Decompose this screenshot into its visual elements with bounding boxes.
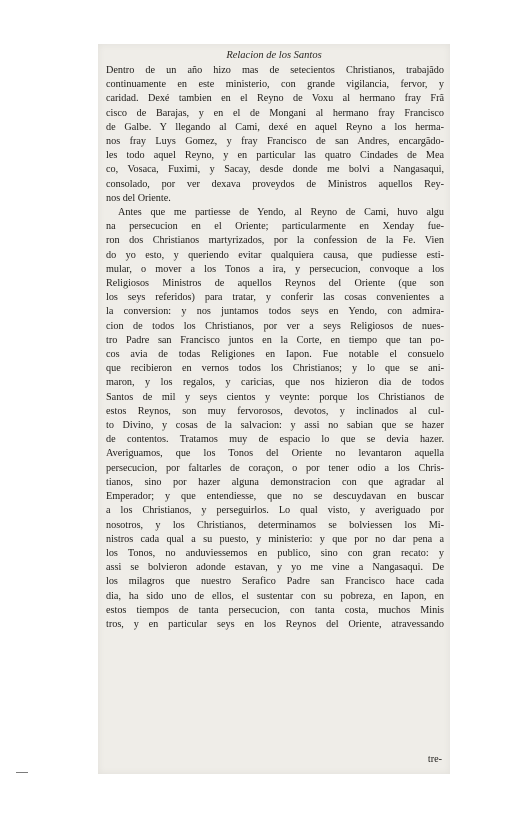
text-line: estos Reynos, son muy fervorosos, devotos, y inclinados al cul- [106,405,444,417]
text-line: los milagros que nuestro Serafico Padre san Francisco hace cada [106,576,444,588]
text-line: do yo esto, y queriendo evitar qualquiera causa, que pudiesse esti- [106,249,444,261]
text-line: to Divino, y cosas de la salvacion: y assi no sabian que se hazer [106,420,444,432]
text-line: les todo aquel Reyno, y en particular las quatro Cindades de Mea [106,150,444,162]
text-line: continuamente en este ministerio, con grande vigilancia, fervor, y [106,79,444,91]
text-line: la conversion: y nos juntamos todos seys en Yendo, con admira- [106,306,444,318]
scan-edge-mark [16,772,28,773]
text-line: tro Padre san Francisco juntos en la Corte, en tiempo que tan po- [106,334,444,346]
text-line: consolado, por ver dexava proveydos de Ministros aquellos Rey- [106,178,444,190]
text-line: persecucion, por faltarles de coraçon, o por tener odio a los Chris- [106,462,444,474]
text-line: na persecucion en el Oriente; particularmente en Xenday fue- [106,221,444,233]
text-line: dia, ha sido uno de ellos, el sustentar con su pobreza, en Iapon, en [106,590,444,602]
page-body [106,64,444,632]
text-line: nos del Oriente. [106,192,171,204]
book-page [98,44,450,774]
text-line: de contentos. Tratamos muy de espacio lo que se devia hazer. [106,434,444,446]
text-line: Antes que me partiesse de Yendo, al Reyno de Cami, huvo algu [118,207,444,219]
text-line: estos tiempos de tanta persecucion, con tanta costa, muchos Minis [106,604,444,616]
text-line: cion de todos los Christianos, por ver a seys Religiosos de nues- [106,320,444,332]
text-line: tros, y en particular seys en los Reynos del Oriente, atravessando [106,618,444,630]
text-line: a los Christianos, y perseguirlos. Lo qual visto, y averiguado por [106,505,444,517]
text-line: co, Vosaca, Fuximi, y Sacay, desde donde me bolvi a Nangasaqui, [106,164,444,176]
catchword: tre- [427,754,442,765]
text-line: nos fray Luys Gomez, y fray Francisco de san Andres, encargãdo- [106,136,444,148]
text-line: los Tonos, no anduviessemos en publico, sino con gran recato: y [106,547,444,559]
text-line: de Galbe. Y llegando al Cami, dexé en aquel Reyno a los herma- [106,121,444,133]
running-header: Relacion de los Santos [226,50,322,61]
text-line: Religiosos Ministros de aquellos Reynos del Oriente (que son [106,278,444,290]
text-line: tianos, sino por hazer alguna demonstracion con que agradar al [106,476,444,488]
text-line: nosotros, y los Christianos, determinamos se bolviessen los Mi- [106,519,444,531]
scan-background [6,0,520,816]
text-line: assi se bolvieron adonde estavan, y yo me vine a Nangasaqui. De [106,562,444,574]
text-line: Emperador; y que entendiesse, que no se descuydavan en buscar [106,491,444,503]
text-line: cisco de Barajas, y en el de Mongani al hermano fray Francisco [106,107,444,119]
text-line: cos avia de todas Religiones en Iapon. Fue notable el consuelo [106,349,444,361]
text-line: que recibieron en vernos todos los Christianos; y lo que se ani- [106,363,444,375]
text-line: Santos de mil y seys cientos y veynte: porque los Christianos de [106,391,444,403]
text-line: maron, y los regalos, y caricias, que nos hizieron dia de todos [106,377,444,389]
text-line: nistros cada qual a su puesto, y ministerio: y que por no dar pena a [106,533,444,545]
text-line: Averiguamos, que los Tonos del Oriente no levantaron aquella [106,448,444,460]
text-line: caridad. Dexé tambien en el Reyno de Voxu al hermano fray Frã [106,93,444,105]
text-line: los seys referidos) para tratar, y conferir las cosas convenientes a [106,292,444,304]
text-line: Dentro de un año hizo mas de setecientos Christianos, trabajãdo [106,65,444,76]
text-line: ron dos Christianos martyrizados, por la confession de la Fe. Vien [106,235,444,247]
text-line: mular, o mover a los Tonos a ira, y persecucion, convoque a los [106,263,444,275]
